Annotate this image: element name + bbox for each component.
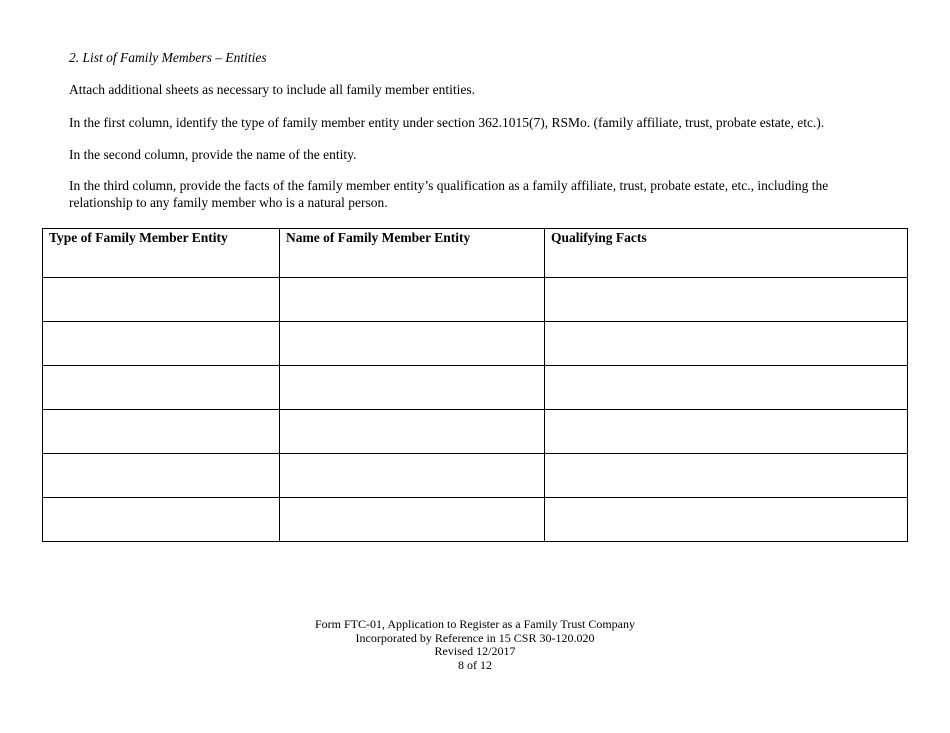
header-entity-type: Type of Family Member Entity [43, 229, 280, 278]
table-row [43, 498, 908, 542]
table-row [43, 366, 908, 410]
entity-type-cell[interactable] [43, 322, 280, 366]
page-footer [0, 618, 950, 672]
entity-name-cell[interactable] [280, 366, 545, 410]
qualifying-facts-cell[interactable] [545, 498, 908, 542]
footer-incorporation: Incorporated by Reference in 15 CSR 30-120.020 [355, 630, 595, 645]
instruction-attach-sheets: Attach additional sheets as necessary to include all family member entities. [69, 82, 475, 97]
instruction-second-column: In the second column, provide the name of the entity. [69, 147, 357, 162]
qualifying-facts-cell[interactable] [545, 278, 908, 322]
qualifying-facts-cell[interactable] [545, 410, 908, 454]
entity-name-cell[interactable] [280, 410, 545, 454]
table-row [43, 454, 908, 498]
table-row [43, 410, 908, 454]
instruction-third-column: In the third column, provide the facts of the family member entity’s qualification as a family affiliate, trust, probate estate, etc., including the relationship to any family member who is a natural person. [69, 178, 829, 210]
footer-revision: Revised 12/2017 [434, 644, 516, 658]
table-row [43, 278, 908, 322]
entity-type-cell[interactable] [43, 410, 280, 454]
header-qualifying-facts: Qualifying Facts [545, 229, 908, 278]
qualifying-facts-cell[interactable] [545, 454, 908, 498]
family-member-entities-table [42, 228, 908, 542]
qualifying-facts-cell[interactable] [545, 322, 908, 366]
table-header-row [43, 229, 908, 278]
table-row [43, 322, 908, 366]
entity-type-cell[interactable] [43, 278, 280, 322]
footer-page-number: 8 of 12 [458, 657, 492, 672]
entity-name-cell[interactable] [280, 278, 545, 322]
entity-name-cell[interactable] [280, 322, 545, 366]
qualifying-facts-cell[interactable] [545, 366, 908, 410]
footer-form-title: Form FTC-01, Application to Register as a Family Trust Company [314, 617, 635, 631]
entity-type-cell[interactable] [43, 498, 280, 542]
section-heading: 2. List of Family Members – Entities [69, 50, 267, 65]
entity-type-cell[interactable] [43, 454, 280, 498]
header-entity-name: Name of Family Member Entity [280, 229, 545, 278]
instruction-first-column: In the first column, identify the type of family member entity under section 362.1015(7), RSMo. (family affiliate, trust, probate estate, etc.). [69, 115, 825, 130]
entity-name-cell[interactable] [280, 454, 545, 498]
entity-type-cell[interactable] [43, 366, 280, 410]
entity-name-cell[interactable] [280, 498, 545, 542]
